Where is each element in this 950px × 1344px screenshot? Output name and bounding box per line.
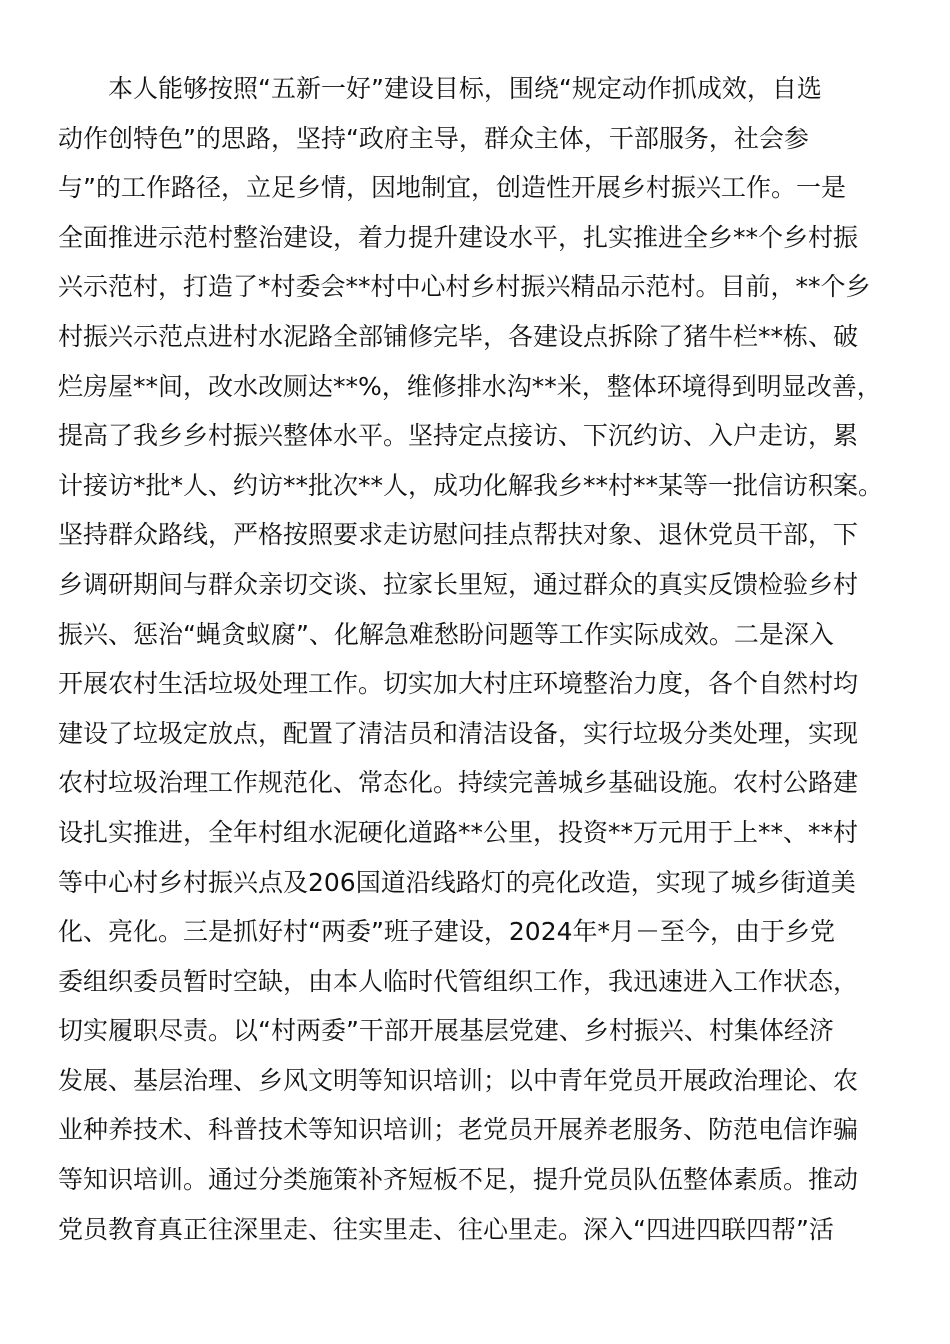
text-line: 乡调研期间与群众亲切交谈、拉家长里短，通过群众的真实反馈检验乡村 (58, 569, 859, 599)
text-line: 建设了垃圾定放点，配置了清洁员和清洁设备，实行垃圾分类处理，实现 (58, 718, 859, 748)
text-line: 化、亮化。三是抓好村“两委”班子建设，2024年*月－至今，由于乡党 (58, 917, 836, 947)
text-line: 计接访*批*人、约访**批次**人，成功化解我乡**村**某等一批信访积案。 (58, 470, 884, 500)
text-line: 等中心村乡村振兴点及206国道沿线路灯的亮化改造，实现了城乡街道美 (58, 867, 856, 897)
text-line: 烂房屋**间，改水改厕达**%，维修排水沟**米，整体环境得到明显改善， (58, 371, 882, 401)
text-line: 振兴、惩治“蝇贪蚁腐”、化解急难愁盼问题等工作实际成效。二是深入 (58, 619, 834, 649)
text-line: 委组织委员暂时空缺，由本人临时代管组织工作，我迅速进入工作状态， (58, 966, 859, 996)
text-line: 本人能够按照“五新一好”建设目标，围绕“规定动作抓成效，自选 (108, 74, 822, 103)
text-line: 与”的工作路径，立足乡情，因地制宜，创造性开展乡村振兴工作。一是 (58, 173, 846, 203)
text-line: 兴示范村，打造了*村委会**村中心村乡村振兴精品示范村。目前，**个乡 (58, 272, 871, 302)
text-line: 设扎实推进，全年村组水泥硬化道路**公里，投资**万元用于上**、**村 (58, 817, 859, 847)
text-line: 党员教育真正往深里走、往实里走、往心里走。深入“四进四联四帮”活 (58, 1214, 834, 1244)
body-paragraph (58, 64, 892, 1254)
text-line: 动作创特色”的思路，坚持“政府主导，群众主体，干部服务，社会参 (58, 123, 809, 153)
text-line: 开展农村生活垃圾处理工作。切实加大村庄环境整治力度，各个自然村均 (58, 669, 859, 699)
text-line: 村振兴示范点进村水泥路全部铺修完毕，各建设点拆除了猪牛栏**栋、破 (58, 321, 859, 351)
text-line: 切实履职尽责。以“村两委”干部开展基层党建、乡村振兴、村集体经济 (58, 1016, 834, 1046)
text-line: 业种养技术、科普技术等知识培训；老党员开展养老服务、防范电信诈骗 (58, 1115, 859, 1145)
text-line: 坚持群众路线，严格按照要求走访慰问挂点帮扶对象、退休党员干部，下 (58, 520, 859, 550)
text-line: 全面推进示范村整治建设，着力提升建设水平，扎实推进全乡**个乡村振 (58, 222, 859, 252)
text-line: 等知识培训。通过分类施策补齐短板不足，提升党员队伍整体素质。推动 (58, 1165, 859, 1195)
text-line: 农村垃圾治理工作规范化、常态化。持续完善城乡基础设施。农村公路建 (58, 768, 859, 798)
text-line: 发展、基层治理、乡风文明等知识培训；以中青年党员开展政治理论、农 (58, 1065, 859, 1095)
text-line: 提高了我乡乡村振兴整体水平。坚持定点接访、下沉约访、入户走访，累 (58, 421, 859, 451)
